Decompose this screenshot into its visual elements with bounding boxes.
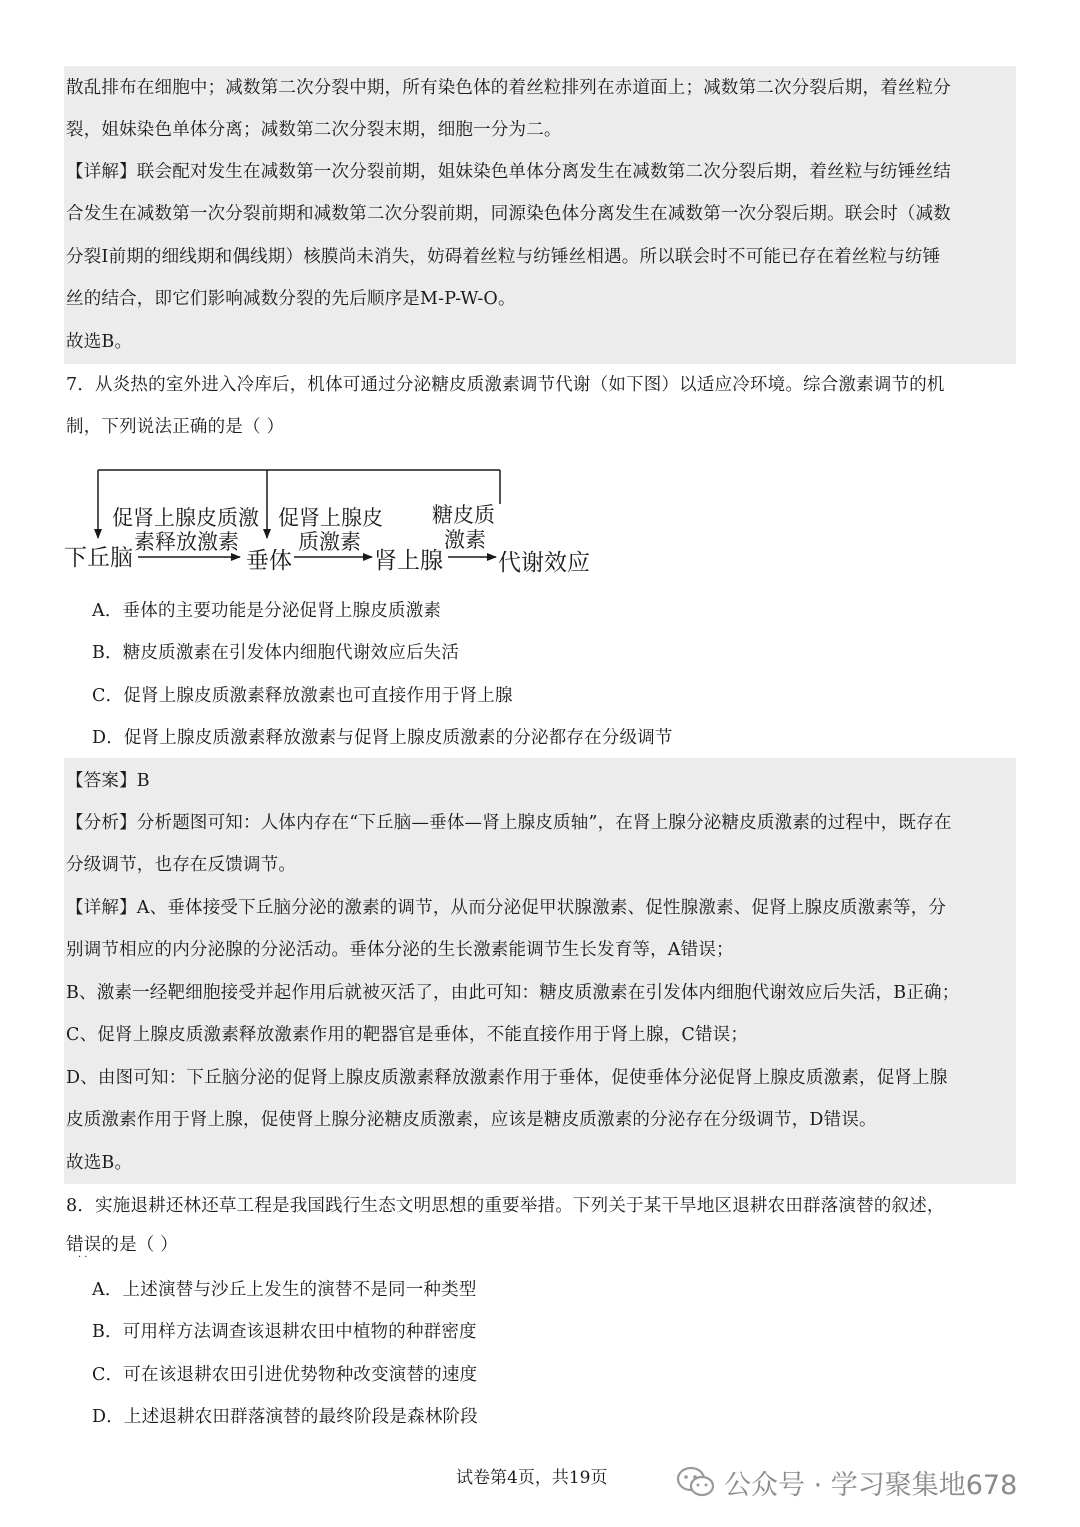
explanation-line: 皮质激素作用于肾上腺，促使肾上腺分泌糖皮质激素，应该是糖皮质激素的分泌存在分级调节，D错误。 bbox=[66, 1110, 877, 1130]
question-8-stem: 8．实施退耕还林还草工程是我国践行生态文明思想的重要举措。下列关于某干旱地区退耕农田群落演替的叙述， bbox=[66, 1196, 945, 1216]
question-8-stem: 错误的是（ ） bbox=[66, 1235, 178, 1255]
arrow2-label: 质激素 bbox=[298, 530, 361, 554]
option-d: D．促肾上腺皮质激素释放激素与促肾上腺皮质激素的分泌都存在分级调节 bbox=[92, 728, 673, 748]
text-line: 散乱排布在细胞中；减数第二次分裂中期，所有染色体的着丝粒排列在赤道面上；减数第二次分裂后期，着丝粒分 bbox=[66, 78, 951, 98]
text-line: 裂，姐妹染色单体分离；减数第二次分裂末期，细胞一分为二。 bbox=[66, 120, 562, 140]
explanation-line: C、促肾上腺皮质激素释放激素作用的靶器官是垂体，不能直接作用于肾上腺，C错误； bbox=[66, 1025, 749, 1045]
analysis-line: 分级调节，也存在反馈调节。 bbox=[66, 855, 297, 875]
arrow3-label: 激素 bbox=[444, 528, 486, 552]
arrow1-label: 促肾上腺皮质激 bbox=[112, 506, 259, 530]
node-hypothalamus: 下丘脑 bbox=[64, 545, 133, 571]
explanation-line: D、由图可知：下丘脑分泌的促肾上腺皮质激素释放激素作用于垂体，促使垂体分泌促肾上腺皮质激素，促肾上腺 bbox=[66, 1068, 948, 1088]
node-adrenal: 肾上腺 bbox=[374, 548, 443, 574]
node-pituitary: 垂体 bbox=[246, 548, 292, 574]
option-c: C．促肾上腺皮质激素释放激素也可直接作用于肾上腺 bbox=[92, 686, 513, 706]
watermark-text: 公众号 · 学习聚集地678 bbox=[724, 1469, 1018, 1501]
hormone-regulation-diagram bbox=[60, 462, 620, 592]
explanation-line: 别调节相应的内分泌腺的分泌活动。垂体分泌的生长激素能调节生长发育等，A错误； bbox=[66, 940, 734, 960]
wechat-icon bbox=[676, 1465, 716, 1499]
option-a: A．垂体的主要功能是分泌促肾上腺皮质激素 bbox=[92, 601, 442, 621]
option-b: B．可用样方法调查该退耕农田中植物的种群密度 bbox=[92, 1322, 477, 1342]
text-line: 【详解】联会配对发生在减数第一次分裂前期，姐妹染色单体分离发生在减数第二次分裂后期，着丝粒与纺锤丝结 bbox=[66, 162, 951, 182]
node-metabolic-effect: 代谢效应 bbox=[498, 550, 590, 576]
text-line: 分裂Ⅰ前期的细线期和偶线期）核膜尚未消失，妨碍着丝粒与纺锤丝相遇。所以联会时不可能已存在着丝粒与纺锤 bbox=[66, 247, 941, 267]
conclusion-line: 故选B。 bbox=[66, 1153, 133, 1173]
text-line: 故选B。 bbox=[66, 332, 133, 352]
answer-line: 【答案】B bbox=[66, 771, 150, 791]
option-b: B．糖皮质激素在引发体内细胞代谢效应后失活 bbox=[92, 643, 460, 663]
question-7-stem: 7．从炎热的室外进入冷库后，机体可通过分泌糖皮质激素调节代谢（如下图）以适应冷环境。综合激素调节的机 bbox=[66, 375, 945, 395]
question-7-stem: 制，下列说法正确的是（ ） bbox=[66, 417, 285, 437]
watermark bbox=[676, 1462, 1017, 1502]
explanation-line: B、激素一经靶细胞接受并起作用后就被灭活了，由此可知：糖皮质激素在引发体内细胞代谢效应后失活，B正确； bbox=[66, 983, 960, 1003]
text-line: 合发生在减数第一次分裂前期和减数第二次分裂前期，同源染色体分离发生在减数第一次分裂后期。联会时（减数 bbox=[66, 204, 951, 224]
option-a: A．上述演替与沙丘上发生的演替不是同一种类型 bbox=[92, 1280, 477, 1300]
page-footer: 试卷第4页，共19页 bbox=[456, 1468, 608, 1488]
emphasis-dots: · · bbox=[78, 1252, 88, 1263]
arrow3-label: 糖皮质 bbox=[432, 503, 495, 527]
text-line: 丝的结合，即它们影响减数分裂的先后顺序是M-P-W-O。 bbox=[66, 289, 516, 309]
analysis-line: 【分析】分析题图可知：人体内存在“下丘脑—垂体—肾上腺皮质轴”，在肾上腺分泌糖皮质激素的过程中，既存在 bbox=[66, 813, 952, 833]
option-d: D．上述退耕农田群落演替的最终阶段是森林阶段 bbox=[92, 1407, 478, 1427]
explanation-line: 【详解】A、垂体接受下丘脑分泌的激素的调节，从而分泌促甲状腺激素、促性腺激素、促肾上腺皮质激素等，分 bbox=[66, 898, 947, 918]
arrow1-label: 素释放激素 bbox=[134, 530, 239, 554]
option-c: C．可在该退耕农田引进优势物种改变演替的速度 bbox=[92, 1365, 478, 1385]
arrow2-label: 促肾上腺皮 bbox=[278, 506, 383, 530]
